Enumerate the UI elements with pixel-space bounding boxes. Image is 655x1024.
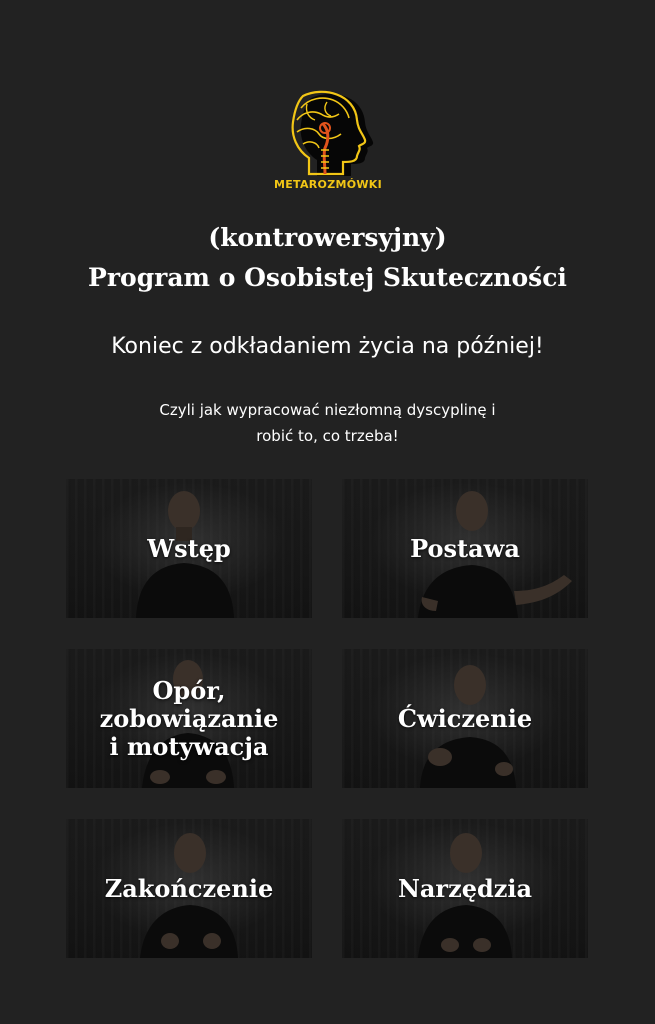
module-tile-wstep[interactable] bbox=[66, 479, 312, 618]
page-title bbox=[0, 218, 655, 298]
module-title: Postawa bbox=[410, 533, 520, 563]
page-description bbox=[0, 397, 655, 449]
module-title: Wstęp bbox=[147, 533, 231, 563]
brand-name: METAROZMÓWKI bbox=[273, 178, 383, 191]
module-tile-narzedzia[interactable] bbox=[342, 819, 588, 958]
brain-head-icon bbox=[263, 88, 393, 178]
module-title bbox=[66, 649, 312, 788]
page-title-line-1: (kontrowersyjny) bbox=[208, 223, 447, 252]
brand-logo[interactable] bbox=[263, 88, 393, 198]
module-tile-postawa[interactable] bbox=[342, 479, 588, 618]
module-tile-zakonczenie[interactable] bbox=[66, 819, 312, 958]
page-description-line-1: Czyli jak wypracować niezłomną dyscyplinę i bbox=[159, 401, 496, 419]
module-title-line-1: Opór, bbox=[152, 675, 226, 705]
module-title: Narzędzia bbox=[397, 873, 533, 903]
page-description-line-2: robić to, co trzeba! bbox=[256, 427, 399, 445]
module-tile-cwiczenie[interactable] bbox=[342, 649, 588, 788]
module-title: Ćwiczenie bbox=[397, 703, 533, 733]
module-title-line-3: i motywacja bbox=[109, 731, 269, 761]
module-tile-opor[interactable] bbox=[66, 649, 312, 788]
page-subtitle: Koniec z odkładaniem życia na później! bbox=[111, 334, 544, 359]
page-title-line-2: Program o Osobistej Skuteczności bbox=[88, 263, 567, 292]
module-title-line-2: zobowiązanie bbox=[99, 703, 279, 733]
module-title: Zakończenie bbox=[104, 873, 274, 903]
